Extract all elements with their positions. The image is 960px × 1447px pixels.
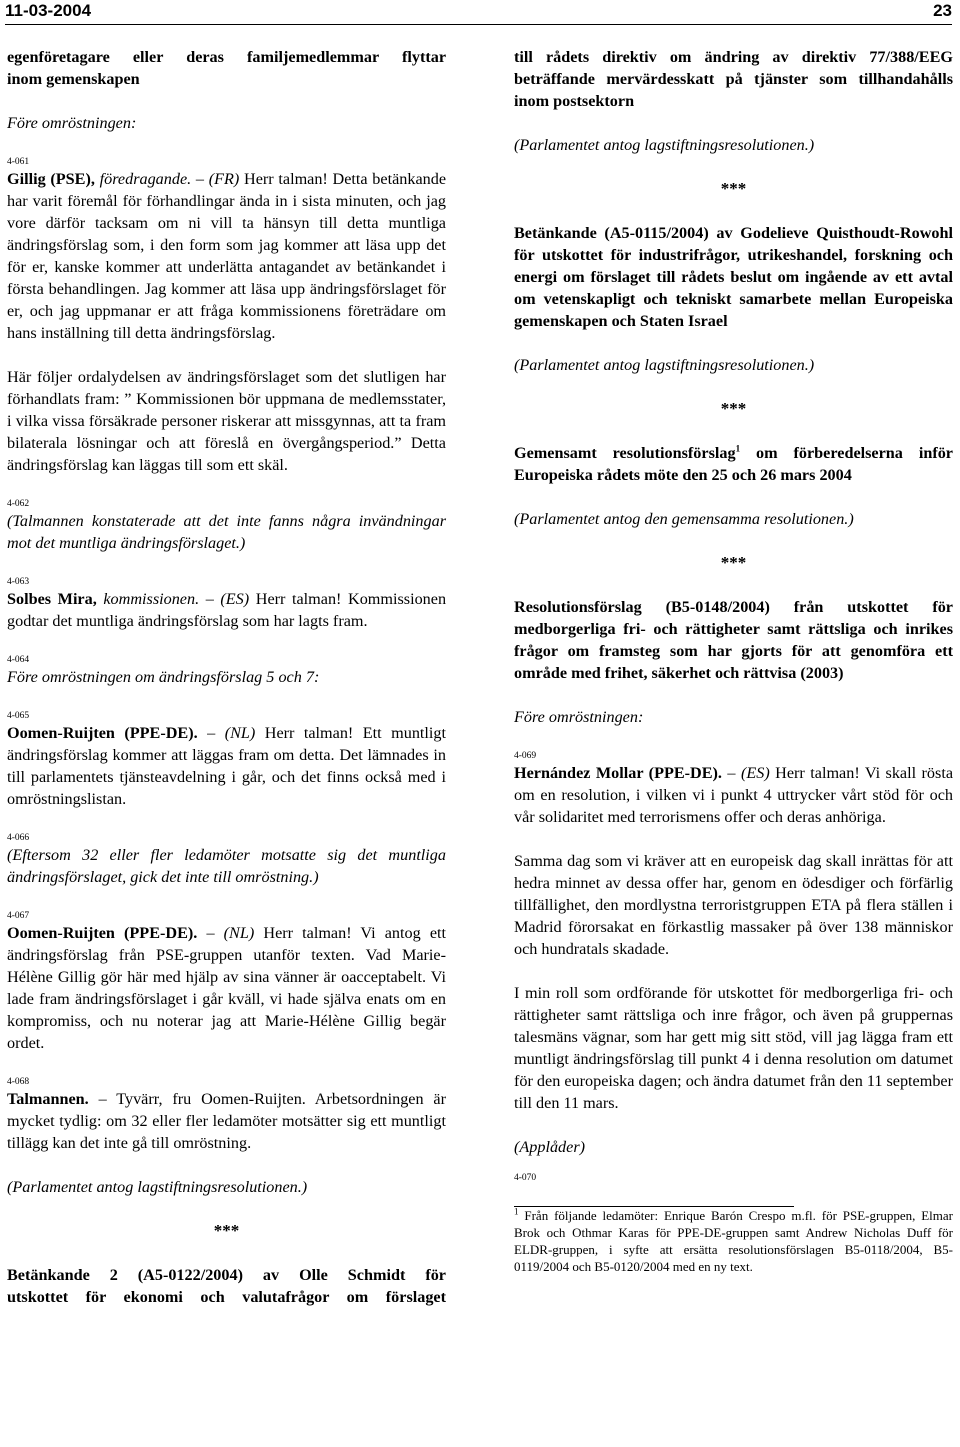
speaker-role: föredragande. bbox=[99, 170, 192, 188]
heading-text-cont: om förberedelserna inför Europeiska rådets möte den 25 och 26 mars 2004 bbox=[514, 444, 953, 484]
procedural-note: (Eftersom 32 eller fler ledamöter motsatte sig det muntliga ändringsförslaget, gick det inte till omröstning.) bbox=[7, 846, 446, 886]
speaker-name: Gillig (PSE), bbox=[7, 170, 95, 188]
speech-text: Herr talman! Vi antog ett ändringsförslag från PSE-gruppen utanför texten. Vad Marie-Hélène Gillig gör här med hjälp av sina vänner är oacceptabelt. Vi lade fram ändringsförslaget i går kväll, vi hade själva enats om en kompromiss, och nu noterar jag att Marie-Hélène Gillig begär ordet. bbox=[7, 924, 447, 1052]
before-vote-label: Före omröstningen: bbox=[7, 114, 137, 132]
speaker-role: kommissionen. bbox=[103, 590, 200, 608]
speaker-name: Talmannen. bbox=[7, 1090, 89, 1108]
before-vote-label: Före omröstningen: bbox=[514, 708, 644, 726]
dash: – bbox=[207, 724, 216, 742]
adoption-note: (Parlamentet antog den gemensamma resolutionen.) bbox=[514, 510, 854, 528]
item-number: 4-063 bbox=[7, 577, 30, 587]
applause-note: (Applåder) bbox=[514, 1138, 586, 1156]
before-vote-label: Före omröstningen om ändringsförslag 5 och 7: bbox=[7, 668, 320, 686]
adoption-note: (Parlamentet antog lagstiftningsresolutionen.) bbox=[7, 1178, 308, 1196]
language-tag: (ES) bbox=[220, 590, 250, 608]
speech-text: Herr talman! Kommissionen godtar det muntliga ändringsförslag som har lagts fram. bbox=[7, 590, 447, 630]
report-heading-line-2: utskottet för ekonomi och valutafrågor om förslaget bbox=[7, 1288, 446, 1306]
heading-continued-end: inom gemenskapen bbox=[7, 70, 140, 88]
speech-text: Herr talman! Detta betänkande har varit föremål för förhandlingar ända in i sista minuten, och jag vore därför tacksam om ni vill ta hänsyn till detta muntliga ändringsförslag som, i den form som jag kommer att läsa upp det för er, kanske kommer att underlätta antagandet av betänkandet i första behandlingen. Jag kommer att läsa upp ändringsförslaget för er, och jag uppmanar er att fråga kommissionens företrädare om hans inställning till detta ändringsförslag. bbox=[7, 170, 447, 342]
header-date: 11-03-2004 bbox=[5, 1, 92, 20]
speaker-name: Hernández Mollar (PPE-DE). bbox=[514, 764, 722, 782]
item-number: 4-061 bbox=[7, 157, 30, 167]
speech-talmannen bbox=[7, 1088, 446, 1154]
heading-text: Gemensamt resolutionsförslag bbox=[514, 444, 736, 462]
page-header bbox=[5, 0, 952, 25]
speech-solbes bbox=[7, 588, 446, 632]
left-column bbox=[7, 46, 446, 1308]
speech-text: Herr talman! Vi skall rösta om en resolution, i vilken vi i punkt 4 uttrycker vårt stöd för och vår solidaritet med terrorismens offer och deras anhöriga. bbox=[514, 764, 954, 826]
speaker-name: Oomen-Ruijten (PPE-DE). bbox=[7, 924, 198, 942]
resolution-heading: Resolutionsförslag (B5-0148/2004) från utskottet för medborgerliga fri- och rättigheter samt rättsliga och inrikes frågor om framsteg som har gjorts för att genomföra ett område med frihet, säkerhet och rättvisa (2003) bbox=[514, 598, 953, 682]
page-number: 23 bbox=[933, 1, 952, 20]
dash: – bbox=[195, 170, 205, 188]
right-column bbox=[514, 46, 953, 1275]
speech-hernandez bbox=[514, 762, 953, 828]
item-number: 4-065 bbox=[7, 711, 30, 721]
language-tag: (FR) bbox=[208, 170, 240, 188]
speech-text: Herr talman! Ett muntligt ändringsförslag kommer att läggas fram om detta. Det lämnades in till parlamentets tjänsteavdelning i går, och det finns också med i omröstningslistan. bbox=[7, 724, 446, 808]
dash: – bbox=[206, 924, 215, 942]
footnote-mark: 1 bbox=[514, 1206, 519, 1217]
amendment-wording: Här följer ordalydelsen av ändringsförslaget som det slutligen har förhandlats fram: ” Kommissionen bör uppmana de medlemsstater, i vilka vissa försäkrade personer riskerar att missgynnas, att ta fram bilaterala lösningar och att föreslå en övergångsperiod.” Detta ändringsförslag kan läggas till som ett skäl. bbox=[7, 368, 446, 474]
section-separator: *** bbox=[720, 399, 747, 418]
speaker-name: Solbes Mira, bbox=[7, 590, 97, 608]
item-number: 4-067 bbox=[7, 911, 30, 921]
joint-resolution-heading bbox=[514, 442, 953, 486]
dash: – bbox=[205, 590, 214, 608]
language-tag: (NL) bbox=[223, 924, 255, 942]
language-tag: (NL) bbox=[224, 724, 256, 742]
section-separator: *** bbox=[720, 553, 747, 572]
footnote bbox=[514, 1207, 953, 1275]
item-number: 4-062 bbox=[7, 499, 30, 509]
speech-text: Tyvärr, fru Oomen-Ruijten. Arbetsordningen är mycket tydlig: om 32 eller fler ledamöter motsätter sig ett muntligt tillägg kan det inte gå till omröstning. bbox=[7, 1090, 446, 1152]
speech-gillig bbox=[7, 168, 446, 344]
dash: – bbox=[727, 764, 736, 782]
dash: – bbox=[98, 1090, 107, 1108]
heading-continued: egenföretagare eller deras familjemedlemmar flyttar bbox=[7, 48, 446, 66]
speech-paragraph: Samma dag som vi kräver att en europeisk dag skall inrättas för att hedra minnet av dessa offer har, genom en ödesdiger och förfärlig tillfällighet, den mordlystna terroristgruppen ETA på flera ställen i Madrid förorsakat en förkastlig massaker på över 138 människor och hundratals skadade. bbox=[514, 852, 953, 958]
speech-paragraph: I min roll som ordförande för utskottet för medborgerliga fri- och rättigheter samt rättsliga och inre frågor, och även på gruppernas talesmäns vägnar, som har gett mig sitt stöd, vill jag lägga fram ett muntligt ändringsförslag till punkt 4 i denna resolution om datumet för den europeiska dagen; och ändra datumet från den 11 september till den 11 mars. bbox=[514, 984, 953, 1112]
speech-oomen-1 bbox=[7, 722, 446, 810]
report-heading: Betänkande (A5-0115/2004) av Godelieve Quisthoudt-Rowohl för utskottet för industrifrågor, utrikeshandel, forskning och energi om förslaget till rådets beslut om ingående av ett avtal om vetenskapligt och tekniskt samarbete mellan Europeiska gemenskapen och Staten Israel bbox=[514, 224, 953, 330]
speaker-name: Oomen-Ruijten (PPE-DE). bbox=[7, 724, 198, 742]
report-heading: Betänkande 2 (A5-0122/2004) av Olle Schmidt för bbox=[7, 1266, 446, 1284]
item-number: 4-070 bbox=[514, 1173, 537, 1183]
footnote-text: Från följande ledamöter: Enrique Barón Crespo m.fl. för PSE-gruppen, Elmar Brok och Othmar Karas för PPE-DE-gruppen samt Andrew Nicholas Duff för ELDR-gruppen, i syfte att ersätta resolutionsförslagen B5-0118/2004, B5-0119/2004 och B5-0120/2004 med en ny text. bbox=[514, 1208, 953, 1274]
language-tag: (ES) bbox=[740, 764, 770, 782]
adoption-note: (Parlamentet antog lagstiftningsresolutionen.) bbox=[514, 356, 815, 374]
speech-oomen-2 bbox=[7, 922, 446, 1054]
footnote-ref: 1 bbox=[735, 443, 741, 454]
item-number: 4-064 bbox=[7, 655, 30, 665]
section-separator: *** bbox=[720, 179, 747, 198]
procedural-note: (Talmannen konstaterade att det inte fanns några invändningar mot det muntliga ändringsförslaget.) bbox=[7, 512, 446, 552]
item-number: 4-066 bbox=[7, 833, 30, 843]
report-heading-continued: till rådets direktiv om ändring av direktiv 77/388/EEG beträffande mervärdesskatt på tjänster som tillhandahålls inom postsektorn bbox=[514, 48, 953, 110]
item-number: 4-068 bbox=[7, 1077, 30, 1087]
section-separator: *** bbox=[213, 1221, 240, 1240]
item-number: 4-069 bbox=[514, 751, 537, 761]
adoption-note: (Parlamentet antog lagstiftningsresolutionen.) bbox=[514, 136, 815, 154]
